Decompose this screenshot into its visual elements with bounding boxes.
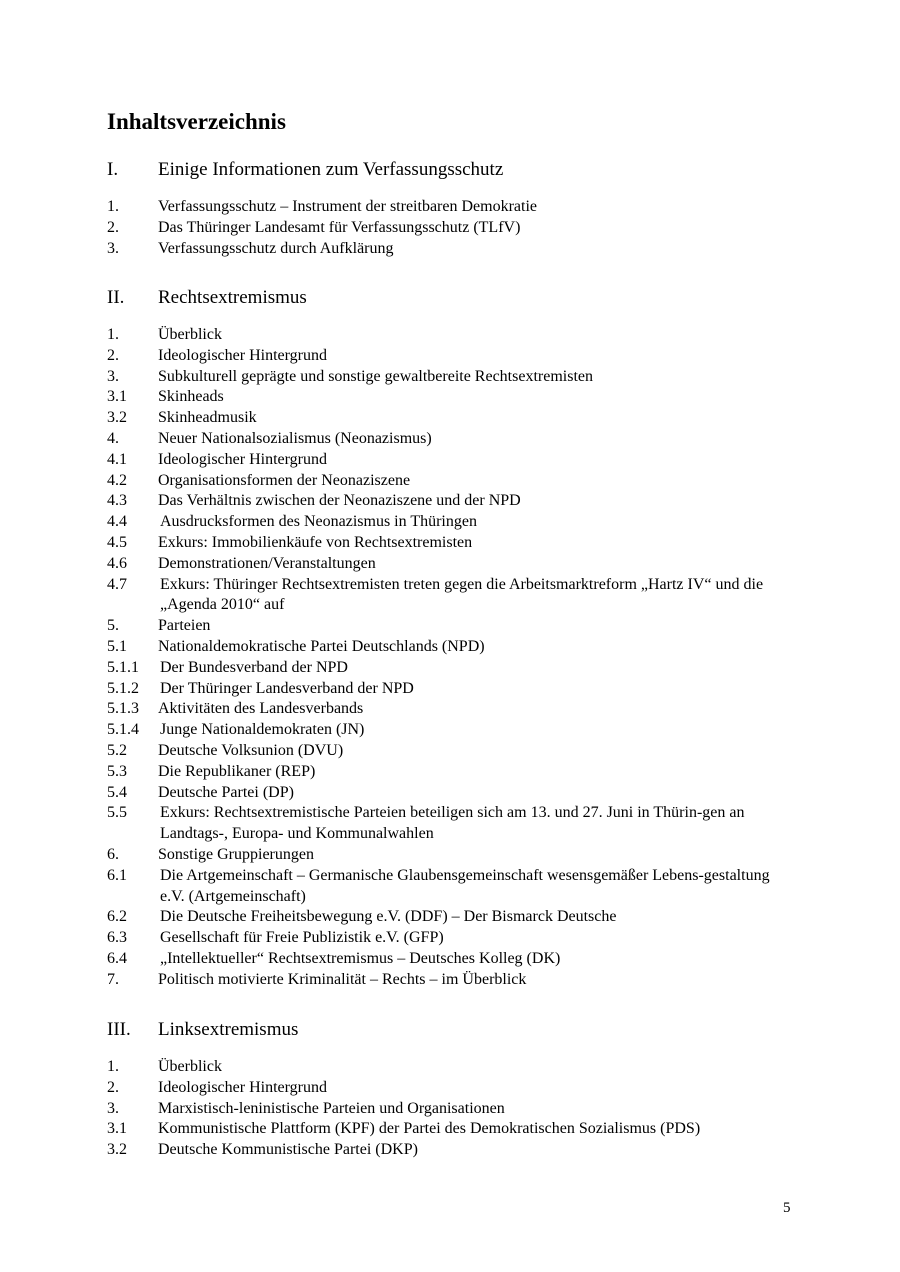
entry-number: 4.4 <box>107 513 127 531</box>
entry-text: Demonstrationen/Veranstaltungen <box>158 554 376 572</box>
toc-section-1 <box>107 157 807 259</box>
section-number: II. <box>107 287 125 308</box>
entry-number: 4.2 <box>107 471 127 489</box>
entry-text: Parteien <box>158 617 211 635</box>
entry-text: Exkurs: Rechtsextremistische Parteien beteiligen sich am 13. und 27. Juni in Thürin-gen an Landtags-, Europa- und Kommunalwahlen <box>160 804 745 843</box>
toc-entry <box>107 575 807 617</box>
entry-number: 2. <box>107 1078 119 1096</box>
toc-entry <box>107 491 807 512</box>
entry-text: Die Artgemeinschaft – Germanische Glaubensgemeinschaft wesensgemäßer Lebens-gestaltung e.V. (Artgemeinschaft) <box>160 866 770 905</box>
page-title: Inhaltsverzeichnis <box>107 109 286 134</box>
entry-number: 3.1 <box>107 388 127 406</box>
entry-text: Deutsche Kommunistische Partei (DKP) <box>158 1141 418 1159</box>
toc-entry <box>107 762 807 783</box>
section-heading <box>107 157 807 183</box>
entry-text: Der Thüringer Landesverband der NPD <box>160 679 414 697</box>
entry-number: 3. <box>107 1099 119 1117</box>
toc-entry <box>107 429 807 450</box>
entry-number: 1. <box>107 1058 119 1075</box>
entry-text: Die Republikaner (REP) <box>158 762 316 780</box>
entry-text: Gesellschaft für Freie Publizistik e.V. (GFP) <box>160 929 444 947</box>
toc-entry <box>107 637 807 658</box>
entry-number: 3.1 <box>107 1120 127 1138</box>
entry-number: 4.1 <box>107 450 127 468</box>
entry-text: Marxistisch-leninistische Parteien und Organisationen <box>158 1099 505 1117</box>
entry-number: 7. <box>107 970 119 988</box>
toc-entry <box>107 907 807 928</box>
toc-entry <box>107 1078 807 1099</box>
toc-entry <box>107 387 807 408</box>
entry-number: 2. <box>107 218 119 236</box>
entry-number: 5.4 <box>107 783 127 801</box>
toc-entry <box>107 1119 807 1140</box>
toc-entry <box>107 658 807 679</box>
section-heading <box>107 1017 807 1043</box>
entry-text: Exkurs: Thüringer Rechtsextremisten treten gegen die Arbeitsmarktreform „Hartz IV“ und die „Agenda 2010“ auf <box>160 575 764 614</box>
toc-entry <box>107 1140 807 1161</box>
toc-entry <box>107 408 807 429</box>
entry-text: Deutsche Partei (DP) <box>158 783 294 801</box>
entry-text: Ideologischer Hintergrund <box>158 346 327 364</box>
page-number: 5 <box>783 1200 791 1216</box>
toc-entry <box>107 845 807 866</box>
entry-number: 6.3 <box>107 929 127 947</box>
entry-number: 3.2 <box>107 1141 127 1159</box>
entry-text: Ideologischer Hintergrund <box>158 450 327 468</box>
entry-text: Ausdrucksformen des Neonazismus in Thüringen <box>160 513 477 531</box>
entry-text: Organisationsformen der Neonaziszene <box>158 471 411 489</box>
toc-entry <box>107 616 807 637</box>
toc-entry <box>107 512 807 533</box>
section-title: Linksextremismus <box>158 1019 299 1040</box>
entry-text: Die Deutsche Freiheitsbewegung e.V. (DDF) – Der Bismarck Deutsche <box>160 908 617 926</box>
entry-text: Politisch motivierte Kriminalität – Rechts – im Überblick <box>158 970 527 988</box>
section-number: I. <box>107 159 119 180</box>
toc-entry <box>107 367 807 388</box>
entry-number: 6.4 <box>107 949 127 967</box>
entry-text: Deutsche Volksunion (DVU) <box>158 741 344 759</box>
toc-section-2 <box>107 285 807 991</box>
entry-number: 4.7 <box>107 575 127 593</box>
entry-number: 6. <box>107 845 119 863</box>
entry-text: Skinheads <box>158 388 224 406</box>
toc-entry <box>107 218 807 239</box>
section-entries <box>107 1057 807 1161</box>
toc-entry <box>107 928 807 949</box>
entry-number: 3. <box>107 239 119 257</box>
toc-entry <box>107 239 807 260</box>
entry-number: 5.1.3 <box>107 700 139 718</box>
section-title: Einige Informationen zum Verfassungsschutz <box>158 159 504 180</box>
entry-number: 3.2 <box>107 409 127 427</box>
entry-number: 1. <box>107 326 119 343</box>
toc-entry <box>107 325 807 346</box>
entry-number: 5.1.4 <box>107 721 139 739</box>
entry-number: 4.5 <box>107 533 127 551</box>
toc-entry <box>107 471 807 492</box>
section-entries <box>107 197 807 259</box>
toc-entry <box>107 699 807 720</box>
entry-number: 5.1 <box>107 637 127 655</box>
entry-text: Überblick <box>158 326 222 343</box>
toc-entry <box>107 554 807 575</box>
entry-number: 4.6 <box>107 554 127 572</box>
entry-text: Ideologischer Hintergrund <box>158 1078 327 1096</box>
entry-text: Überblick <box>158 1058 222 1075</box>
toc-entry <box>107 866 807 908</box>
entry-text: Neuer Nationalsozialismus (Neonazismus) <box>158 429 432 447</box>
entry-text: Exkurs: Immobilienkäufe von Rechtsextremisten <box>158 533 473 551</box>
entry-number: 2. <box>107 346 119 364</box>
toc-entry <box>107 1057 807 1078</box>
entry-text: Verfassungsschutz – Instrument der streitbaren Demokratie <box>158 198 537 215</box>
entry-text: Kommunistische Plattform (KPF) der Partei des Demokratischen Sozialismus (PDS) <box>158 1120 701 1138</box>
entry-text: Sonstige Gruppierungen <box>158 845 314 863</box>
toc-entry <box>107 346 807 367</box>
entry-number: 4.3 <box>107 492 127 510</box>
section-entries <box>107 325 807 991</box>
toc-entry <box>107 803 807 845</box>
entry-number: 5.3 <box>107 762 127 780</box>
entry-text: Subkulturell geprägte und sonstige gewaltbereite Rechtsextremisten <box>158 367 593 385</box>
toc-entry <box>107 197 807 218</box>
entry-number: 5.2 <box>107 741 127 759</box>
entry-text: Der Bundesverband der NPD <box>160 658 348 676</box>
toc-entry <box>107 450 807 471</box>
section-number: III. <box>107 1019 131 1040</box>
entry-text: Aktivitäten des Landesverbands <box>158 700 364 718</box>
entry-number: 5. <box>107 617 119 635</box>
entry-text: „Intellektueller“ Rechtsextremismus – Deutsches Kolleg (DK) <box>160 949 561 967</box>
entry-text: Das Verhältnis zwischen der Neonaziszene und der NPD <box>158 492 521 510</box>
entry-number: 5.5 <box>107 804 127 822</box>
toc-entry <box>107 783 807 804</box>
toc-entry <box>107 949 807 970</box>
toc-section-3 <box>107 1017 807 1161</box>
toc-entry <box>107 679 807 700</box>
toc-entry <box>107 741 807 762</box>
section-heading <box>107 285 807 311</box>
toc-entry <box>107 1099 807 1120</box>
entry-number: 4. <box>107 429 119 447</box>
entry-number: 3. <box>107 367 119 385</box>
entry-text: Verfassungsschutz durch Aufklärung <box>158 239 394 257</box>
entry-number: 1. <box>107 198 119 215</box>
toc-entry <box>107 970 807 991</box>
entry-text: Skinheadmusik <box>158 409 257 427</box>
section-title: Rechtsextremismus <box>158 287 307 308</box>
entry-number: 6.1 <box>107 866 127 884</box>
toc-entry <box>107 533 807 554</box>
toc-entry <box>107 720 807 741</box>
entry-text: Nationaldemokratische Partei Deutschlands (NPD) <box>158 637 485 655</box>
entry-number: 5.1.1 <box>107 658 139 676</box>
entry-text: Das Thüringer Landesamt für Verfassungsschutz (TLfV) <box>158 218 521 236</box>
entry-number: 6.2 <box>107 908 127 926</box>
entry-number: 5.1.2 <box>107 679 139 697</box>
entry-text: Junge Nationaldemokraten (JN) <box>160 721 365 739</box>
